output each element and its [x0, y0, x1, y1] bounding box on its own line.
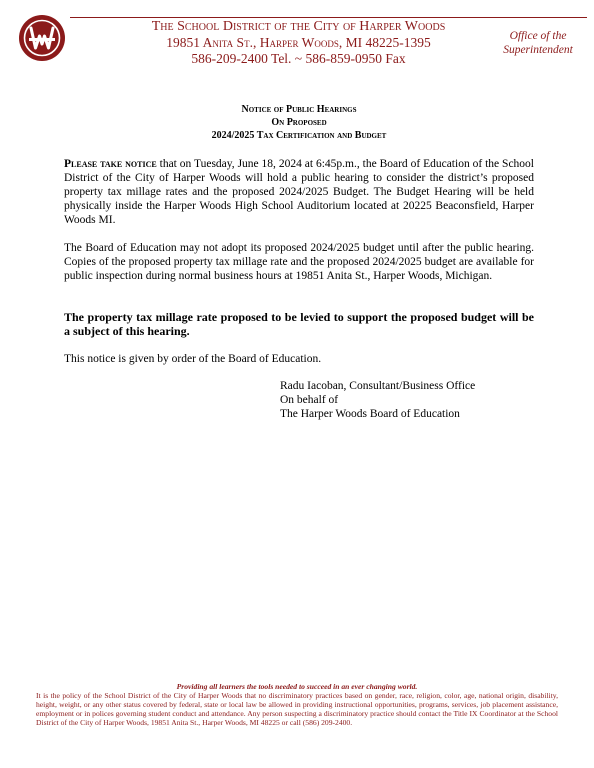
notice-title-line2: On Proposed: [271, 117, 327, 128]
letterhead: [110, 19, 487, 67]
signature-behalf: On behalf of: [280, 394, 339, 406]
district-phones: 586-209-2400 Tel. ~ 586-859-0950 Fax: [191, 51, 406, 66]
paragraph-hearing-details: [64, 157, 534, 227]
office-label: [488, 29, 588, 57]
footer-policy: It is the policy of the School District of the City of Harper Woods that no discriminatory practices based on gender, race, religion, color, age, national origin, disability, height, weight, or any other status covered by federal, state or local law be allowed in providing instructional opportunities, programs, services, job placement assistance, employment or in polices governing student conduct and attendance. Any person suspecting a discriminatory practice should contact the Title IX Coordinator at the School District of the City of Harper Woods, 19851 Anita St., Harper Woods, MI 48225 or call (586) 209-2400.: [36, 691, 558, 727]
office-line1: Office of the: [509, 30, 567, 42]
signature-name: Radu Iacoban, Consultant/Business Office: [280, 380, 476, 392]
please-take-notice: Please take notice: [64, 158, 157, 170]
footer-tagline: Providing all learners the tools needed to succeed in an ever changing world.: [176, 682, 418, 691]
letterhead-rule: [70, 17, 587, 18]
paragraph-hearing-text: that on Tuesday, June 18, 2024 at 6:45p.m., the Board of Education of the School District of the City of Harper Woods will hold a public hearing to consider the district’s proposed property tax millage rates and the proposed 2024/2025 Budget. The Budget Hearing will be held physically inside the Harper Woods High School Auditorium located at 20225 Beaconsfield, Harper Woods MI.: [64, 158, 534, 226]
paragraph-order: This notice is given by order of the Board of Education.: [64, 353, 322, 365]
district-logo: [18, 14, 66, 62]
paragraph-budget-adoption: The Board of Education may not adopt its proposed 2024/2025 budget until after the public hearing. Copies of the proposed property tax millage rate and the proposed 2024/2025 budget are available for public inspection during normal business hours at 19851 Anita St., Harper Woods, Michigan.: [64, 242, 534, 282]
signature-board: The Harper Woods Board of Education: [280, 408, 460, 420]
signature-block: [280, 379, 475, 421]
district-name: The School District of the City of Harper Woods: [151, 19, 446, 34]
paragraph-millage-subject: The property tax millage rate proposed to be levied to support the proposed budget will be a subject of this hearing.: [64, 310, 534, 338]
notice-title-line3: 2024/2025 Tax Certification and Budget: [211, 130, 387, 141]
office-line2: Superintendent: [503, 44, 573, 56]
notice-title: [64, 103, 534, 142]
district-address: 19851 Anita St., Harper Woods, MI 48225-1395: [166, 35, 431, 50]
notice-title-line1: Notice of Public Hearings: [241, 104, 357, 115]
